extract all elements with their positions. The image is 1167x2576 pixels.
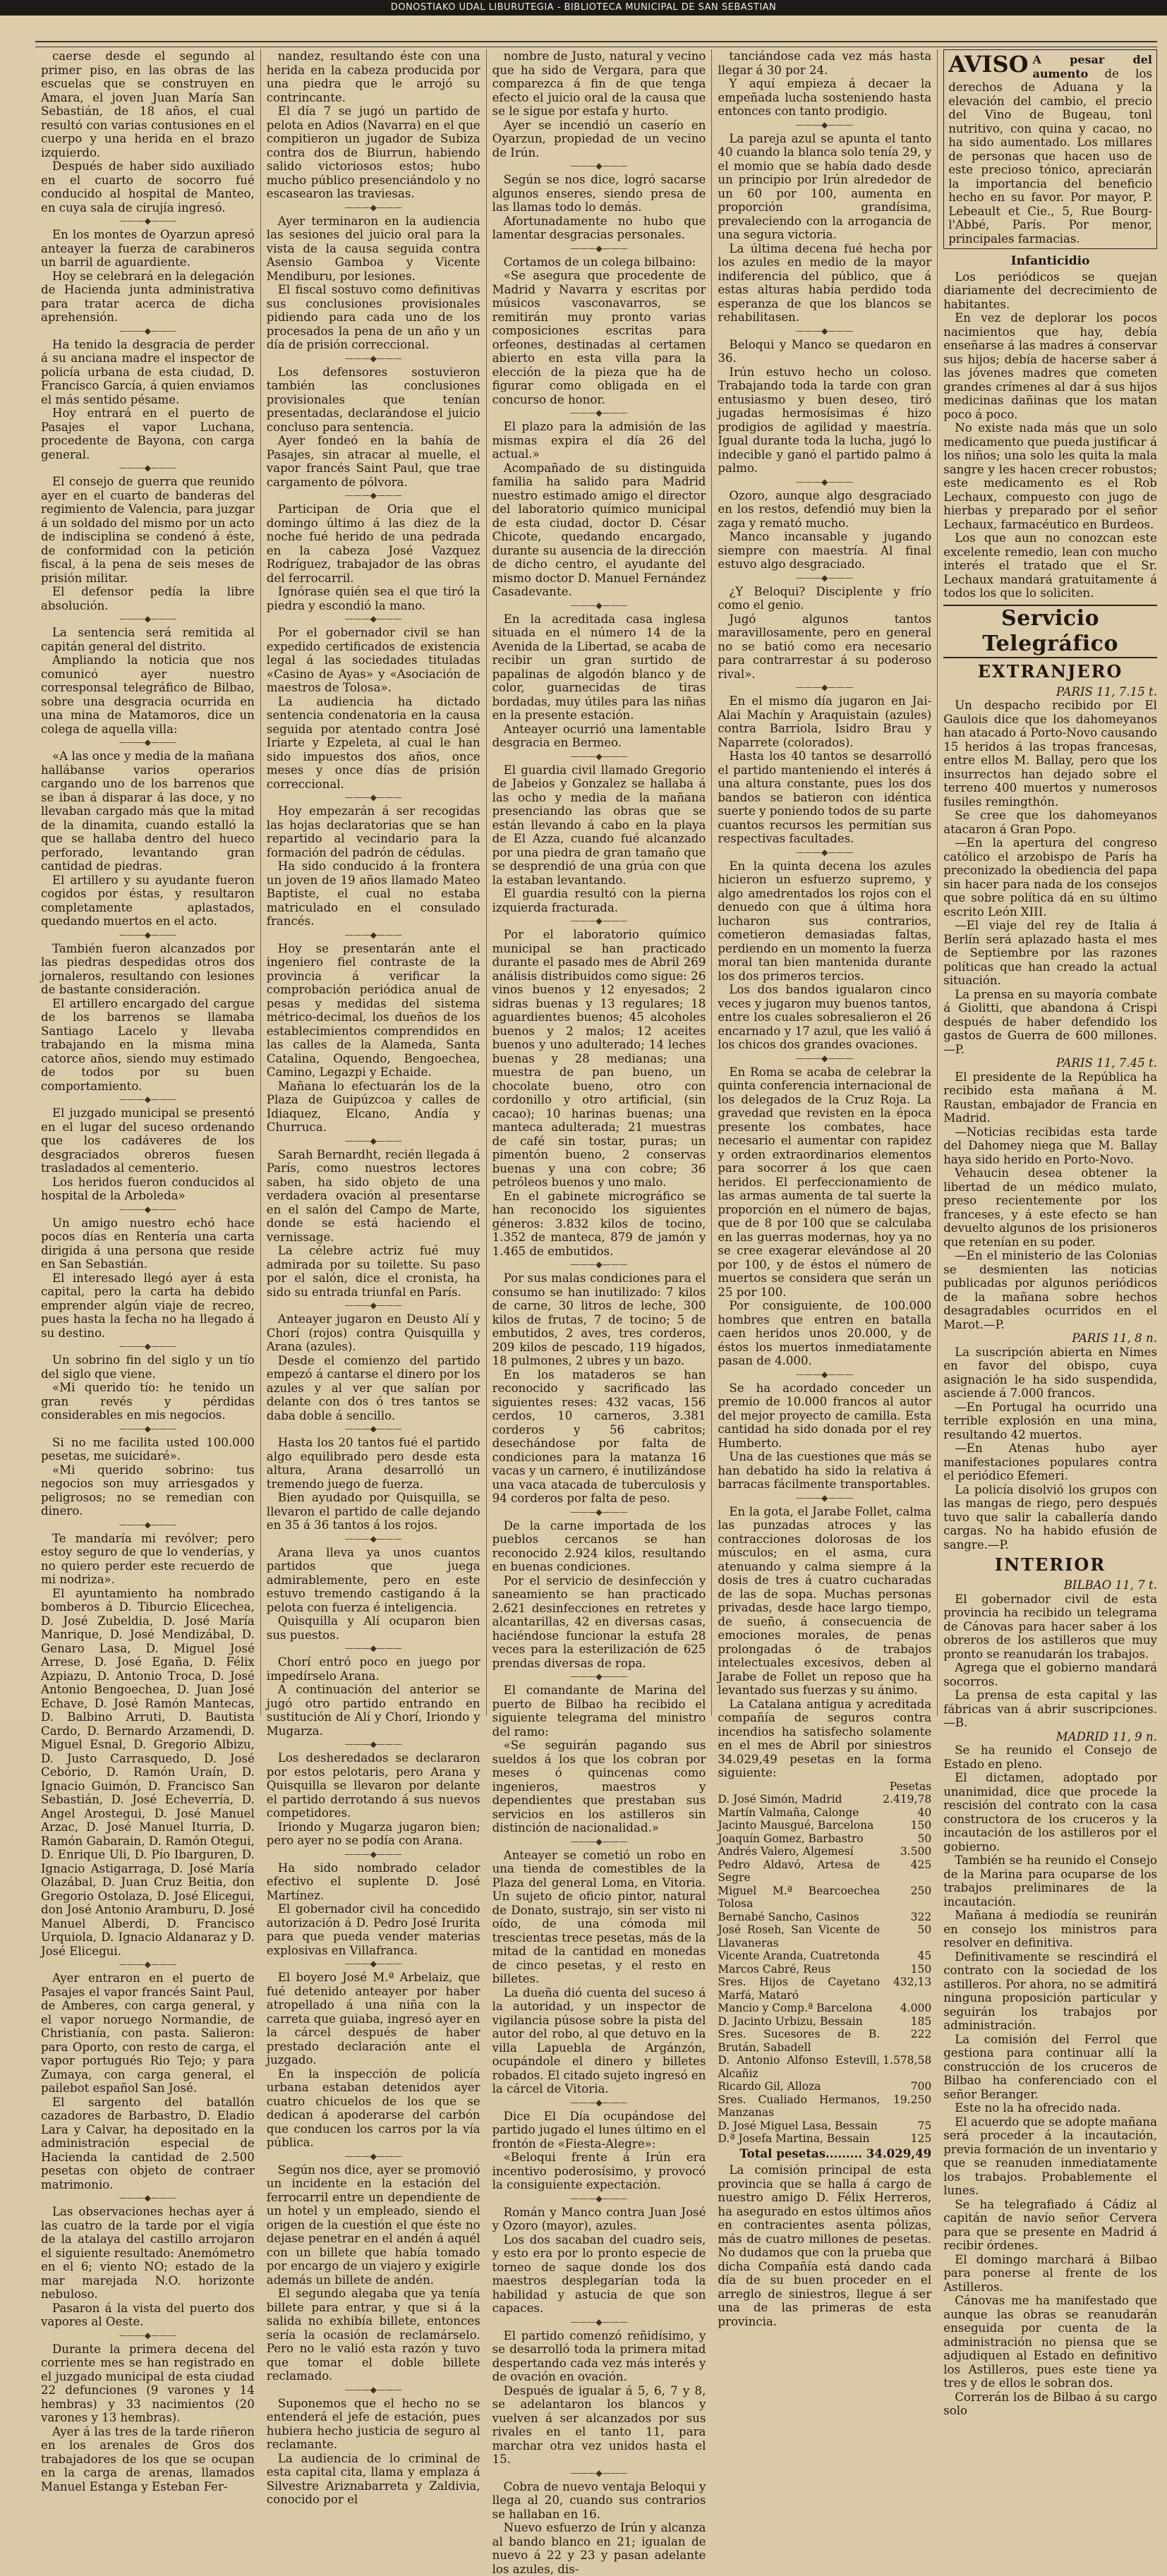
article-paragraph: Ha tenido la desgracia de perder á su anciana madre el inspector de policía urbana de esta ciudad, D. Francisco García, á quien enviamos el más sentido pésame.	[41, 337, 255, 406]
claimant-name: D. Antonio Alfonso Estevill, Alcañiz	[718, 2054, 881, 2080]
article-paragraph: La Catalana antigua y acreditada compañía de seguros contra incendios ha satisfecho solamente en el mes de Abril por siniestros 34.029,49 pesetas en la forma siguiente:	[718, 1697, 932, 1779]
dateline: PARIS 11, 7.45 t.	[1056, 1056, 1157, 1070]
claim-amount: 75	[917, 2119, 932, 2132]
article-paragraph: Hoy empezarán á ser recogidas las hojas declaratorias que se han repartido al vecindario para la formación del padrón de cédulas.	[266, 804, 480, 859]
article-paragraph: También se ha reunido el Consejo de la Marina para ocuparse de los trabajos preliminares de la incautación.	[943, 1854, 1157, 1909]
article-paragraph: Cortamos de un colega bilbaino:	[503, 255, 696, 269]
claim-amount: 2.419,78	[883, 1793, 932, 1806]
claimant-name: D. José Miguel Lasa, Bessain	[718, 2119, 878, 2132]
table-row	[718, 1858, 931, 1885]
library-banner: DONOSTIAKO UDAL LIBURUTEGIA - BIBLIOTECA MUNICIPAL DE SAN SEBASTIAN	[0, 0, 1167, 16]
article-paragraph: El acuerdo que se adopte mañana será proceder á la incautación, previa formación de un inventario y que se reanuden inmediatamente los trabajos. Probablemente el lunes.	[943, 2115, 1157, 2197]
separator-rule: ———◆———	[570, 243, 628, 253]
separator-rule: ———◆———	[119, 1341, 177, 1351]
claim-amount: 150	[910, 1819, 932, 1832]
table-row	[718, 2002, 931, 2015]
separator-rule: ———◆———	[344, 1533, 402, 1544]
separator-rule: ———◆———	[119, 929, 177, 940]
article-paragraph: Por el gobernador civil se han expedido certificados de existencia legal á las sociedades tituladas «Casino de Ayas» y «Asociación de maestros de Tolosa».	[266, 626, 480, 694]
separator-rule: ———◆———	[344, 2151, 402, 2161]
article-paragraph: —El viaje del rey de Italia á Berlín será aplazado hasta el mes de Septiembre por las razones políticas que han creado la actual situación.	[943, 919, 1157, 987]
table-row	[718, 2132, 931, 2146]
article-paragraph: El boyero José M.ª Arbelaiz, que fué detenido anteayer por haber atropellado á una niña con la carreta que guiaba, ingresó ayer en la cárcel después de haber prestado declaración ante el juzgado.	[266, 1971, 480, 2067]
claimant-name: Sres. Cualiado Hermanos, Manzanas	[718, 2093, 881, 2119]
separator-rule: ———◆———	[344, 1135, 402, 1146]
claim-amount: 250	[910, 1884, 932, 1897]
article-paragraph: La dueña dió cuenta del suceso á la autoridad, y un inspector de vigilancia púsose sobre la pista del autor del robo, al que detuvo en la villa Lapuebla de Argánzón, ocupándole el dinero y billetes robados. El citado sujeto ingresó en la cárcel de Vitoria.	[492, 1985, 706, 2096]
separator-rule: ———◆———	[796, 572, 854, 583]
article-columns	[41, 49, 1157, 2576]
article-paragraph: «Se asegura que procedente de Madrid y Navarra y escritas por músicos vasconavarros, se remitirán muy pronto varias composiciones escritas para orfeones, destinadas al certamen abierto en esta villa para la elección de la pieza que ha de figurar como obligada en el concurso de honor.	[492, 269, 706, 406]
separator-rule: ———◆———	[344, 614, 402, 624]
article-paragraph: La suscripción abierta en Nimes en favor del obispo, cuya asignación le ha sido suspendida, asciende á 7.000 francos.	[943, 1345, 1157, 1400]
article-paragraph: El partido comenzó reñidísimo, y se desarrolló toda la primera mitad despertando cada vez más interés y de ovación en ovación.	[492, 2328, 706, 2383]
separator-rule: ———◆———	[344, 1424, 402, 1434]
article-paragraph: Por sus malas condiciones para el consumo se han inutilizado: 7 kilos de carne, 30 litros de leche, 300 kilos de frutas, 7 de tocino; 5 de embutidos, 2 aves, tres corderos, 209 kilos de pescado, 119 hígados, 18 pulmones, 2 ubres y un bazo.	[492, 1271, 706, 1367]
claim-amount: 125	[910, 2132, 932, 2145]
table-row	[718, 1819, 931, 1832]
article-paragraph: Cánovas me ha manifestado que aunque las obras se reanudarán enseguida por cuenta de la administración no piensa que se adjudiquen al Estado en definitivo los Astilleros, pues este tiene ya tres y de ellos le sobran dos.	[943, 2294, 1157, 2390]
aviso-heading: AVISO	[948, 51, 1029, 78]
article-paragraph: Y aquí empieza á decaer la empeñada lucha sosteniendo hasta entonces con tanto prodigio.	[718, 77, 932, 118]
article-paragraph: La prensa en su mayoría combate á Giolitti, que abandona á Crispi después de haber defendido los gastos de Guerra de 600 millones.—P.	[943, 987, 1157, 1056]
separator-rule: ———◆———	[570, 1259, 628, 1269]
separator-rule: ———◆———	[119, 1094, 177, 1104]
article-paragraph: Pasaron á la vista del puerto dos vapores al Oeste.	[41, 2301, 255, 2328]
extranjero-body	[943, 685, 1157, 1552]
article-paragraph: —En Portugal ha ocurrido una terrible explosión en una mina, resultando 42 muertos.	[943, 1400, 1157, 1441]
article-paragraph: Román y Manco contra Juan José y Ozoro (mayor), azules.	[492, 2205, 706, 2232]
table-row	[718, 2028, 931, 2054]
table-row	[718, 1885, 931, 1911]
article-paragraph: La célebre actriz fué muy admirada por su toilette. Su paso por el salón, dice el cronista, ha sido su entrada triunfal en París.	[266, 1244, 480, 1299]
claim-amount: 425	[910, 1858, 932, 1871]
article-paragraph: «Mi querido tío: he tenido un gran revés y pérdidas considerables en mis negocios.	[41, 1381, 255, 1422]
article-paragraph: Un despacho recibido por El Gaulois dice que los dahomeyanos han atacado á Porto-Novo causando 15 heridos á las tropas francesas, entre ellos M. Ballay, pero que los insurrectos han dejado sobre el terreno 400 muertos y numerosos fusiles remingthón.	[943, 699, 1157, 809]
article-paragraph: El plazo para la admisión de las mismas expira el día 26 del actual.»	[492, 420, 706, 461]
separator-rule: ———◆———	[344, 1300, 402, 1310]
claim-amount: 322	[910, 1910, 932, 1923]
claimant-name: Bernabé Sancho, Casinos	[718, 1910, 859, 1923]
article-paragraph: Después de haber sido auxiliado en el cuarto de socorro fué conducido al hospital de Manteo, en cuya sala de cirujía ingresó.	[41, 159, 255, 214]
aviso-subheading: A pesar del aumento	[1032, 53, 1152, 80]
article-paragraph: Los defensores sostuvieron también las conclusiones provisionales que tenían presentadas, declarándose el juicio concluso para sentencia.	[266, 365, 480, 434]
article-paragraph: La policía disolvió los grupos con las mangas de riego, pero después tuvo que salir la caballería dando cargas. No ha habido efusión de sangre.—P.	[943, 1482, 1157, 1552]
column-1	[41, 49, 255, 2493]
article-paragraph: Anteayer ocurrió una lamentable desgracia en Bermeo.	[492, 722, 706, 749]
article-paragraph: Una de las cuestiones que más se han debatido ha sido la relativa á barracas fácilmente transportables.	[718, 1450, 932, 1491]
article-paragraph: A continuación del anterior se jugó otro partido entrando en sustitución de Alí y Chorí, Iriondo y Mugarza.	[266, 1683, 480, 1738]
aviso-text: de los derechos de Aduana y la elevación del cambio, el precio del Vino de Bugeau, tonl nutritivo, con quina y cacao, no ha sido aumentado. Los millares de personas que hacen uso de este precioso tónico, apreciarán la importancia del beneficio hecho en su favor. Por mayor, P. Lebeault et Cie., 5, Rue Bourg-l'Abbé, París. Por menor, principales farmacias.	[948, 66, 1152, 246]
separator-rule: ———◆———	[570, 751, 628, 761]
article-paragraph: «A las once y media de la mañana hallábanse varios operarios cargando uno de los barrenos que se iban á disparar á las doce, y no llevaban cargado más que la mitad de la dinamita, cuando estalló la que se hallaba dentro del hueco perforado, levantando gran cantidad de piedras.	[41, 749, 255, 873]
article-paragraph: Hasta los 40 tantos se desarrolló el partido manteniendo el interés á una altura constante, pues los dos bandos se batieron con idéntica suerte y poniendo todos de su parte cuantos recursos les permitían sus respectivas facultades.	[718, 749, 932, 845]
interior-title: INTERIOR	[994, 1554, 1106, 1575]
article-paragraph: Según nos dice, ayer se promovió un incidente en la estación del ferrocarril entre un dependiente de un hotel y un empleado, siendo el origen de la cuestión el que éste no dejase penetrar en el andén á aquél con un billete que había tomado por encargo de un viajero y exigirle además un billete de andén.	[266, 2163, 480, 2287]
separator-rule: ———◆———	[570, 2193, 628, 2203]
article-paragraph: La sentencia será remitida al capitán general del distrito.	[41, 626, 255, 653]
article-paragraph: Un amigo nuestro echó hace pocos días en Rentería una carta dirigida á una persona que reside en San Sebastián.	[41, 1216, 255, 1271]
separator-rule: ———◆———	[344, 792, 402, 802]
article-paragraph: Un sobrino fin del siglo y un tío del siglo que viene.	[41, 1353, 255, 1381]
table-row	[718, 2080, 931, 2093]
separator-rule: ———◆———	[796, 119, 854, 130]
article-paragraph: El ayuntamiento ha nombrado bomberos á D. Tiburcio Elicechea, D. José Zubeldia, D. José María Manrique, D. José Mendizábal, D. Genaro Lasa, D. Miguel José Arrese, D. José Egaña, D. Félix Azpiazu, D. Antonio Troca, D. José Antonio Bengoechea, D. Juan José Echave, D. José Ramón Mantecas, D. Balbino Arruti, D. Bautista Cardo, D. Bernardo Arzamendi, D. Miguel Esnal, D. Gregorio Albizu, D. Justo Carrasquedo, D. José Cebório, D. Ramón Uraín, D. Ignacio Guimón, D. Francisco San Sebastián, D. José Echeverría, D. Angel Arostegui, D. José Manuel Arzac, D. José Manuel Iturria, D. Ramón Gabarain, D. Ramón Otegui, D. Enrique Uli, D. Pío Ibarguren, D. Ignacio Astigarraga, D. José María Olazábal, D. Juan Cruz Beitia, don Gregorio Ostolaza, D. José Elicegui, don José Antonio Aramburu, D. José Manuel Alberdi, D. Francisco Urquiola, D. Ignacio Aldanaraz y D. José Elicegui.	[41, 1586, 255, 1958]
article-paragraph: Ha sido nombrado celador efectivo el suplente D. José Martínez.	[266, 1861, 480, 1902]
article-paragraph: El defensor pedía la libre absolución.	[41, 585, 255, 612]
article-paragraph: Anteayer jugaron en Deusto Alí y Chorí (rojos) contra Quisquilla y Arana (azules).	[266, 1312, 480, 1353]
article-paragraph: Ignórase quién sea el que tiró la piedra y escondió la mano.	[266, 585, 480, 612]
claim-amount: 185	[910, 2014, 932, 2028]
article-paragraph: Los heridos fueron conducidos al hospital de la Arboleda»	[41, 1175, 255, 1202]
article-paragraph: Ayer á las tres de la tarde riñeron en los arenales de Gros dos trabajadores de los que se ocupan en la carga de arenas, llamados Manuel Estanga y Esteban Fer-	[41, 2424, 255, 2493]
claimant-name: Pedro Aldavó, Artesa de Segre	[718, 1858, 881, 1884]
article-paragraph: La pareja azul se apunta el tanto 40 cuando la blanca solo tenía 29, y el momio que se había dado desde un principio por Irún alrededor de un 60 por 100, aumenta en proporción grandísima, prevaleciendo con la arrogancia de una segura victoria.	[718, 131, 932, 241]
article-paragraph: Acompañado de su distinguida familia ha salido para Madrid nuestro estimado amigo el director del laboratorio químico municipal de esta ciudad, doctor D. César Chicote, quedando encargado, durante su ausencia de la dirección de dicho centro, el ayudante del mismo doctor D. Manuel Fernández Casadevante.	[492, 461, 706, 598]
separator-rule: ———◆———	[344, 202, 402, 212]
article-paragraph: El gobernador civil ha concedido autorización á D. Pedro José Irurita para que pueda vender materias explosivas en Villafranca.	[266, 1902, 480, 1957]
table-row	[718, 1806, 931, 1820]
servicio-telegrafico-title: Servicio Telegráfico	[943, 605, 1157, 658]
claimant-name: D.ª Josefa Martina, Bessain	[718, 2132, 870, 2145]
article-paragraph: Por el servicio de desinfección y saneamiento se han practicado 2.621 desinfecciones en retretes y alcantarillas, 42 en diversas casas, haciéndose funcionar la estufa 28 veces para la esterilización de 625 prendas diversas de ropa.	[492, 1573, 706, 1670]
article-paragraph: Irún estuvo hecho un coloso. Trabajando toda la tarde con gran entusiasmo y buen deseo, tiró jugadas hermosísimas é hizo prodigios de agilidad y maestría. Igual durante toda la lucha, jugó lo indecible y ganó el partido palmo á palmo.	[718, 365, 932, 475]
separator-rule: ———◆———	[344, 1959, 402, 1969]
article-paragraph: Correrán los de Bilbao á su cargo solo	[943, 2390, 1157, 2417]
claimant-name: Andrés Valero, Algemesí	[718, 1845, 854, 1858]
article-paragraph: Dice El Día ocupándose del partido jugado el lunes último en el frontón de «Fiesta-Alegre»:	[492, 2109, 706, 2151]
separator-rule: ———◆———	[344, 1849, 402, 1859]
article-paragraph: Ha sido conducido á la frontera un joven de 19 años llamado Mateo Baptiste, el cual no estaba matriculado en el consulado francés.	[266, 859, 480, 928]
article-paragraph: Ayer terminaron en la audiencia las sesiones del juicio oral para la vista de la causa seguida contra Asensio Gamboa y Vicente Mendiburu, por lesiones.	[266, 214, 480, 283]
claimant-name: Jacinto Mausgué, Barcelona	[718, 1819, 874, 1832]
claimant-name: Sres. Hijos de Cayetano Marfá, Mataró	[718, 1976, 881, 2002]
table-row	[718, 1793, 931, 1806]
article-paragraph: Los desheredados se declararon por estos pelotaris, pero Arana y Quisquilla se llevaron por delante el partido derrotando á sus nuevos competidores.	[266, 1751, 480, 1820]
article-paragraph: Sarah Bernardht, recién llegada á París, como nuestros lectores saben, ha sido objeto de una verdadera ovación al presentarse en el salón del Campo de Marte, donde se está haciendo el vernissage.	[266, 1147, 480, 1244]
article-paragraph: El gobernador civil de esta provincia ha recibido un telegrama de Cánovas para hacer saber á los obreros de los astilleros que muy pronto se reanudarán los trabajos.	[943, 1592, 1157, 1661]
table-header-row	[718, 1780, 931, 1794]
article-paragraph: Agrega que el gobierno mandará socorros.	[943, 1661, 1157, 1688]
separator-rule: ———◆———	[796, 847, 854, 857]
claimant-name: Vicente Aranda, Cuatretonda	[718, 1949, 880, 1962]
article-paragraph: En los montes de Oyarzun apresó anteayer la fuerza de carabineros un barril de aguardiente.	[41, 228, 255, 269]
table-row	[718, 2015, 931, 2028]
separator-rule: ———◆———	[796, 1492, 854, 1503]
article-paragraph: —En la apertura del congreso católico el arzobispo de París ha preconizado la obediencia del papa sin hacer para nada de los consejos que sobre política dá en su último escrito León XIII.	[943, 836, 1157, 919]
article-paragraph: Jugó algunos tantos maravillosamente, pero en general no se batió como era necesario para contrarrestar á su poderoso rival».	[718, 612, 932, 681]
article-paragraph: Desde el comienzo del partido empezó á cantarse el dinero por los azules y al ver que salían por delante con dos ó tres tantos se daba doble á sencillo.	[266, 1353, 480, 1422]
insurance-claims-table	[718, 1780, 931, 2146]
article-paragraph: En el gabinete micrográfico se han reconocido los siguientes géneros: 3.832 kilos de tocino, 1.352 de manteca, 879 de jamón y 1.465 de embutidos.	[492, 1189, 706, 1258]
table-row	[718, 1949, 931, 1963]
article-paragraph: Bien ayudado por Quisquilla, se llevaron el partido de calle dejando en 35 á 36 tantos á los rojos.	[266, 1491, 480, 1532]
claimant-name: Martín Valmaña, Calonge	[718, 1806, 859, 1819]
separator-rule: ———◆———	[796, 476, 854, 487]
claim-amount: 50	[917, 1923, 932, 1936]
article-paragraph: El guardia resultó con la pierna izquierda fracturada.	[492, 887, 706, 914]
dateline: MADRID 11, 9 n.	[1056, 1729, 1157, 1743]
article-paragraph: Iriondo y Mugarza jugaron bien; pero ayer no se podía con Arana.	[266, 1820, 480, 1847]
separator-rule: ———◆———	[796, 325, 854, 336]
article-paragraph: Nuevo esfuerzo de Irún y alcanza al bando blanco en 21; igualan de nuevo á 22 y 23 y pasan adelante los azules, dis-	[492, 2521, 706, 2576]
article-paragraph: Ayer fondeó en la bahía de Pasajes, sin atracar al muelle, el vapor francés Saint Paul, que trae cargamento de pólvora.	[266, 434, 480, 489]
article-paragraph: Ayer se incendió un caserío en Oyarzun, propiedad de un vecino de Irún.	[492, 118, 706, 159]
article-paragraph: Ampliando la noticia que nos comunicó ayer nuestro corresponsal telegráfico de Bilbao, sobre una desgracia ocurrida en una mina de Matamoros, dice un colega de aquella villa:	[41, 653, 255, 736]
separator-rule: ———◆———	[119, 614, 177, 624]
separator-rule: ———◆———	[344, 1643, 402, 1653]
article-paragraph: El consejo de guerra que reunido ayer en el cuarto de banderas del regimiento de Valencia, para juzgar á un soldado del mismo por un acto de indisciplina se condenó á éste, de conformidad con la petición fiscal, á la pena de seis meses de prisión militar.	[41, 475, 255, 585]
article-paragraph: Manco incansable y jugando siempre con maestría. Al final estuvo algo desgraciado.	[718, 530, 932, 571]
article-paragraph: Después de igualar á 5, 6, 7 y 8, se adelantaron los blancos y vuelven á ser alcanzados por sus rivales en el tanto 11, para marchar otra vez unidos hasta el 15.	[492, 2383, 706, 2466]
article-paragraph: En Roma se acaba de celebrar la quinta conferencia internacional de los delegados de la Cruz Roja. La gravedad que revisten en la época presente los combates, hace necesario el aumentar con rapidez y orden extraordinarios elementos para socorrer á los que caen heridos. El perfeccionamiento de las armas aumenta de tal suerte la proporción en el número de bajas, que de 8 por 100 que se calculaba en las guerras modernas, hoy ya no se cree exagerar elevándose al 20 por 100, y de éstos el número de muertos se considera que serán un 25 por 100.	[718, 1065, 932, 1299]
article-paragraph: nombre de Justo, natural y vecino que ha sido de Vergara, para que comparezca á fin de que tenga efecto el juicio oral de la causa que se le sigue por estafa y hurto.	[492, 49, 706, 118]
separator-rule: ———◆———	[570, 161, 628, 171]
article-paragraph: El fiscal sostuvo como definitivas sus conclusiones provisionales pidiendo para cada uno de los procesados la pena de un año y un día de prisión correccional.	[266, 283, 480, 351]
dateline: PARIS 11, 8 n.	[1072, 1331, 1157, 1345]
article-paragraph: Se ha telegrafiado á Cádiz al capitán de navío señor Cervera para que se presente en Madrid á recibir órdenes.	[943, 2197, 1157, 2252]
article-paragraph: En la inspección de policía urbana estaban detenidos ayer cuatro chicuelos de los que se dedican á apoderarse del carbón que conducen los carros por la vía pública.	[266, 2067, 480, 2149]
article-paragraph: Afortunadamente no hubo que lamentar desgracias personales.	[492, 214, 706, 241]
article-paragraph: Arana lleva ya unos cuantos partidos que juega admirablemente, pero en este estuvo tremendo castigando á la pelota con fuerza é inteligencia.	[266, 1545, 480, 1614]
article-paragraph: Se ha reunido el Consejo de Estado en pleno.	[943, 1743, 1157, 1771]
separator-rule: ———◆———	[344, 490, 402, 500]
separator-rule: ———◆———	[570, 2097, 628, 2108]
claimant-name: Ricardo Gil, Alloza	[718, 2080, 821, 2093]
article-paragraph: En vez de deplorar los pocos nacimientos que hay, debía enseñarse á las madres á conservar sus hijos; debía de hacerse saber á las jóvenes madres que cometen grandes crímenes al dar á sus hijos medicinas dañinas que los matan poco á poco.	[943, 311, 1157, 421]
separator-rule: ———◆———	[119, 1959, 177, 1969]
claimant-name: Mancio y Comp.ª Barcelona	[718, 2002, 873, 2014]
article-paragraph: La audiencia de lo criminal de esta capital cita, llama y emplaza á Silvestre Ariznabarreta y Zaldivia, conocido por el	[266, 2451, 480, 2506]
separator-rule: ———◆———	[119, 737, 177, 747]
separator-rule: ———◆———	[119, 1423, 177, 1434]
claimant-name: D. Jacinto Urbizu, Bessain	[718, 2014, 863, 2028]
article-paragraph: La comisión principal de esta provincia que se halla á cargo de nuestro amigo D. Félix Herreros, ha asegurado en estos últimos años en contracientes asenta pólizas, más de cuatro millones de pesetas. No dudamos que con la prueba que dicha Compañía está dando cada día de su buen proceder en el arreglo de siniestros, llegue á ser una de las primeras de esta provincia.	[718, 2163, 932, 2328]
separator-rule: ———◆———	[119, 2330, 177, 2340]
article-paragraph: —Noticias recibidas esta tarde del Dahomey niega que M. Ballay haya sido herido en Porto-Novo.	[943, 1125, 1157, 1166]
claimant-name: Sres. Sucesores de B. Brután, Sabadell	[718, 2028, 881, 2054]
claim-amount: 432,13	[893, 1976, 932, 1988]
article-paragraph: No existe nada más que un solo medicamento que pueda justificar á los niños; una solo les quita la mala sangre y les hacen crecer robustos; este medicamento es el Rob Lechaux, compuesto con jugo de hierbas y preparado por el señor Lechaux, farmacéutico en Burdeos.	[943, 421, 1157, 531]
separator-rule: ———◆———	[570, 408, 628, 418]
article-paragraph: Los periódicos se quejan diariamente del decrecimiento de habitantes.	[943, 270, 1157, 311]
claimant-name: D. José Simón, Madrid	[718, 1793, 842, 1806]
dateline: BILBAO 11, 7 t.	[1063, 1578, 1157, 1592]
claim-amount: 222	[910, 2028, 932, 2040]
article-paragraph: Por consiguiente, de 100.000 hombres que entren en batalla caen heridos unos 20.000, y de éstos los muertos inmediatamente pasan de 4.000.	[718, 1299, 932, 1367]
article-paragraph: El comandante de Marina del puerto de Bilbao ha recibido el siguiente telegrama del ministro del ramo:	[492, 1683, 706, 1739]
article-paragraph: Hoy se celebrará en la delegación de Hacienda junta administrativa para tratar acerca de dicha aprehensión.	[41, 269, 255, 324]
separator-rule: ———◆———	[796, 682, 854, 692]
claim-amount: 50	[917, 1832, 932, 1845]
table-row	[718, 2093, 931, 2120]
article-paragraph: El guardia civil llamado Gregorio de Jabeios y Gonzalez se hallaba á las ocho y media de la mañana presenciando las obras que se están llevando á cabo en la playa de El Azza, cuando fué alcanzado por una piedra de gran tamaño que se desprendió de una grúa con que la estaban levantando.	[492, 763, 706, 887]
article-paragraph: Por el laboratorio químico municipal se han practicado durante el pasado mes de Abril 269 análisis distribuidos como sigue: 26 vinos buenos y 12 enyesados; 2 sidras buenas y 13 regulares; 18 aguardientes buenos; 45 alcoholes buenos y 2 malos; 12 aceites buenos y uno adulterado; 14 leches buenas y 28 medianas; una muestra de pan bueno, un chocolate bueno, otro con cordonillo y otro artificial, (sin cacao); 10 harinas buenas; una manteca adulterada; 21 muestras de café sin tostar, puras; un pimentón bueno, 2 conservas buenas y una con cobre; 36 petróleos buenos y uno malo.	[492, 928, 706, 1189]
article-paragraph: tanciándose cada vez más hasta llegar á 30 por 24.	[718, 49, 932, 77]
separator-rule: ———◆———	[570, 2316, 628, 2327]
separator-rule: ———◆———	[570, 1671, 628, 1681]
table-row	[718, 2120, 931, 2133]
article-paragraph: La audiencia ha dictado sentencia condenatoria en la causa seguida por atentado contra José Iriarte y Ezpeleta, al cual le han sido impuestos dos años, once meses y once días de prisión correccional.	[266, 694, 480, 791]
article-paragraph: En los mataderos se han reconocido y sacrificado las siguientes reses: 432 vacas, 156 cerdos, 10 carneros, 3.381 corderos y 56 cabritos; desechándose por falta de condiciones para la matanza 16 vacas y un carnero, é inutilizándose una vaca atacada de tuberculosis y 94 corderos por falta de peso.	[492, 1367, 706, 1505]
article-paragraph: Beloqui y Manco se quedaron en 36.	[718, 337, 932, 365]
separator-rule: ———◆———	[570, 916, 628, 926]
table-row	[718, 1845, 931, 1858]
claim-amount: 150	[910, 1962, 932, 1976]
article-paragraph: Quisquilla y Alí ocuparon bien sus puestos.	[266, 1614, 480, 1642]
table-header-amount: Pesetas	[889, 1779, 932, 1793]
article-paragraph: Hasta los 20 tantos fué el partido algo equilibrado pero desde esta altura, Arana desarrolló un tremendo juego de fuerza.	[266, 1436, 480, 1491]
article-paragraph: El interesado llegó ayer á esta capital, pero la carta ha debido emprender algún viaje de recreo, pues hasta la fecha no ha llegado á su destino.	[41, 1271, 255, 1340]
article-paragraph: En la quinta decena los azules hicieron un esfuerzo supremo, y algo amedrentados los rojos con el denuedo con que á última hora lucharon sus contrarios, cometieron demasiadas faltas, perdiendo en un momento la fuerza moral tan bien mantenida durante los dos primeros tercios.	[718, 859, 932, 983]
article-paragraph: Suponemos que el hecho no se entenderá el jefe de estación, pues hubiera hecho justicia de seguro al reclamante.	[266, 2396, 480, 2451]
article-paragraph: La prensa de esta capital y las fábricas van á abrir suscripciones.—B.	[943, 1688, 1157, 1729]
column-3	[486, 49, 706, 2576]
article-paragraph: El artillero y su ayudante fueron cogidos por éstas, y resultaron completamente aplastados, quedando muertos en el acto.	[41, 873, 255, 928]
article-paragraph: —En Atenas hubo ayer manifestaciones populares contra el periódico Efemeri.	[943, 1441, 1157, 1482]
article-paragraph: Mañana á mediodía se reunirán en consejo los ministros para resolver en definitiva.	[943, 1909, 1157, 1949]
claims-total: Total pesetas......... 34.029,49	[739, 2146, 932, 2160]
dateline: PARIS 11, 7.15 t.	[1056, 684, 1157, 699]
table-row	[718, 1963, 931, 1976]
infanticidio-title: Infanticidio	[1010, 254, 1090, 268]
aviso-advertisement	[943, 49, 1157, 249]
claim-amount: 40	[917, 1806, 932, 1819]
separator-rule: ———◆———	[344, 353, 402, 363]
article-paragraph: Hoy se presentarán ante el ingeniero fiel contraste de la provincia á verificar la comprobación periódica anual de pesas y medidas del sistema métrico-decimal, los dueños de los establecimientos comprendidos en las calles de la Alameda, Santa Catalina, Oquendo, Bengoechea, Camino, Legazpi y Echaide.	[266, 941, 480, 1079]
separator-rule: ———◆———	[119, 463, 177, 473]
separator-rule: ———◆———	[570, 1836, 628, 1846]
article-paragraph: «Beloqui frente á Irún era incentivo poderosísimo, y provocó la consiguiente expectación.	[492, 2151, 706, 2191]
article-paragraph: También fueron alcanzados por las piedras despedidas otros dos jornaleros, resultando con lesiones de bastante consideración.	[41, 941, 255, 996]
article-paragraph: El dictamen, adoptado por unanimidad, dice que procede la rescisión del contrato con la casa constructora de los cruceros y la incautación de los astilleros por el gobierno.	[943, 1771, 1157, 1854]
article-paragraph: El sargento del batallón cazadores de Barbastro, D. Eladio Lara y Calvar, ha depositado en la administración especial de Hacienda la cantidad de 2.500 pesetas con objeto de contraer matrimonio.	[41, 2095, 255, 2191]
table-row	[718, 2054, 931, 2080]
article-paragraph: Mañana lo efectuarán los de la Plaza de Guipúzcoa y calles de Idiaquez, Elcano, Andía y Churruca.	[266, 1079, 480, 1134]
article-paragraph: Se cree que los dahomeyanos atacaron á Gran Popo.	[943, 809, 1157, 836]
separator-rule: ———◆———	[119, 1204, 177, 1214]
table-header-blank	[718, 1780, 880, 1794]
separator-rule: ———◆———	[344, 2384, 402, 2395]
table-row	[718, 1911, 931, 1924]
separator-rule: ———◆———	[344, 929, 402, 940]
article-paragraph: ¿Y Beloqui? Disciplente y frío como el genio.	[718, 584, 932, 612]
separator-rule: ———◆———	[570, 600, 628, 610]
article-paragraph: El segundo alegaba que ya tenía billete para entrar, y que si á la salida no exhibía billete, entonces sería la ocasión de reclamárselo. Pero no le valió esta razón y tuvo que tomar el doble billete reclamado.	[266, 2287, 480, 2383]
article-paragraph: Los que aun no conozcan este excelente remedio, lean con mucho interés el tratado que el Sr. Lechaux mandará gratuitamente á todos los que lo soliciten.	[943, 531, 1157, 600]
claimant-name: Joaquín Gomez, Barbastro	[718, 1832, 864, 1845]
separator-rule: ———◆———	[796, 1053, 854, 1063]
article-paragraph: —En el ministerio de las Colonias se desmienten las noticias publicadas por algunos periódicos de la mañana sobre hechos desagradables ocurridos en el Marot.—P.	[943, 1249, 1157, 1331]
article-paragraph: Participan de Oria que el domingo último á las diez de la noche fué herido de una pedrada en la cabeza José Vazquez Rodríguez, trabajador de las obras del ferrocarril.	[266, 502, 480, 585]
infanticidio-body	[943, 270, 1157, 600]
article-paragraph: Chorí entró poco en juego por impedírselo Arana.	[266, 1655, 480, 1683]
article-paragraph: Los dos bandos igualaron cinco veces y jugaron muy buenos tantos, entre los cuales sobresalieron el 26 encarnado y 17 azul, que les valió á los chicos dos grandes ovaciones.	[718, 983, 932, 1051]
article-paragraph: El juzgado municipal se presentó en el lugar del suceso ordenando que los cadáveres de los desgraciados obreros fuesen trasladados al cementerio.	[41, 1106, 255, 1175]
article-paragraph: En la gota, el Jarabe Follet, calma las punzadas atroces y las contracciones dolorosas de los músculos; en el asma, cura atenuando y calma siempre á la dosis de tres á cuatro cucharadas de las de sopa. Muchas personas privadas, desde hace largo tiempo, de sueño, á consecuencia de emociones morales, de penas prolongadas ó de trabajos intelectuales excesivos, deben al Jarabe de Follet un reposo que ha levantado sus fuerzas y su ánimo.	[718, 1504, 932, 1697]
article-paragraph: El domingo marchará á Bilbao para ponerse al frente de los Astilleros.	[943, 2252, 1157, 2294]
article-paragraph: El artillero encargado del cargue de los barrenos se llamaba Santiago Lacelo y llevaba trabajando en la misma mina catorce años, siendo muy estimado de todos por su buen comportamiento.	[41, 996, 255, 1093]
article-paragraph: Se ha acordado conceder un premio de 10.000 francos al autor del mejor proyecto de camilla. Esta cantidad ha sido donada por el rey Humberto.	[718, 1381, 932, 1450]
article-paragraph: Los dos sacaban del cuadro seis, y esto era por lo pronto especie de torneo de saque donde los dos maestros desplegarían toda la habilidad y astucia de que son capaces.	[492, 2232, 706, 2315]
claim-amount: 19.250	[893, 2093, 932, 2106]
claimant-name: Miguel M.ª Bearcoechea Tolosa	[718, 1884, 881, 1910]
separator-rule: ———◆———	[570, 1506, 628, 1517]
article-paragraph: caerse desde el segundo al primer piso, en las obras de las escuelas que se construyen en Amara, el joven Juan María San Sebastián, de 18 años, el cual resultó con varias contusiones en el cuerpo y una herida en el brazo izquierdo.	[41, 49, 255, 159]
claim-amount: 1.578,58	[883, 2054, 932, 2067]
table-row	[718, 1923, 931, 1949]
column-4	[711, 49, 932, 2328]
article-paragraph: Este no la ha ofrecido nada.	[955, 2101, 1121, 2115]
article-paragraph: Hoy entrará en el puerto de Pasajes el vapor Luchana, procedente de Bayona, con carga general.	[41, 406, 255, 461]
claim-amount: 45	[917, 1949, 932, 1962]
article-paragraph: La última decena fué hecha por los azules en medio de la mayor indiferencia del público, que á estas alturas había perdido toda esperanza de que los blancos se rehabilitasen.	[718, 241, 932, 324]
article-paragraph: nandez, resultando éste con una herida en la cabeza producida por una piedra que le arrojó su contrincante.	[266, 49, 480, 104]
masthead-rule	[35, 41, 1157, 47]
article-paragraph: El día 7 se jugó un partido de pelota en Adios (Navarra) en el que compitieron un jugador de Subiza contra dos de Biurrun, habiendo salido victoriosos estos; hubo mucho público presenciándolo y no escasearon las traviesas.	[266, 104, 480, 200]
article-paragraph: Anteayer se cometió un robo en una tienda de comestibles de la Plaza del general Loma, en Vitoria. Un sujeto de oficio pintor, natural de Donato, sustrajo, sin ser visto ni oído, de una cómoda mil trescientas trece pesetas, más de la mitad de la cantidad en monedas de cinco pesetas, y el resto en billetes.	[492, 1848, 706, 1985]
article-paragraph: Durante la primera decena del corriente mes se han registrado en el juzgado municipal de esta ciudad 22 defunciones (9 varones y 14 hembras) y 33 nacimientos (20 varones y 13 hembras).	[41, 2342, 255, 2424]
separator-rule: ———◆———	[119, 2193, 177, 2203]
article-paragraph: Ayer entraron en el puerto de Pasajes el vapor francés Saint Paul, de Amberes, con carga general, y el vapor noruego Normandie, de Christianía, con pasta. Salieron: para Oporto, con resto de carga, el vapor portugués Rio Tejo; y para Zumaya, con carga general, el pailebot español San José.	[41, 1971, 255, 2095]
column-2	[260, 49, 480, 2506]
article-paragraph: Vehaucin desea obtener la libertad de un médico mulato, preso recientemente por los franceses, y á este efecto se han devuelto algunos de los prisioneros que retenían en su poder.	[943, 1166, 1157, 1249]
article-paragraph: La comisión del Ferrol que gestiona para continuar allí la construcción de los cruceros de Bilbao ha conferenciado con el señor Beranger.	[943, 2032, 1157, 2101]
article-paragraph: Definitivamente se rescindirá el contrato con la sociedad de los astilleros. Por ahora, no se admitirá ninguna proposición particular y seguirán los trabajos por administración.	[943, 1949, 1157, 2032]
article-paragraph: Ozoro, aunque algo desgraciado en los restos, defendió muy bien la zaga y remató mucho.	[718, 488, 932, 530]
separator-rule: ———◆———	[119, 1519, 177, 1530]
article-paragraph: Según se nos dice, logró sacarse algunos enseres, siendo presa de las llamas todo lo demás.	[492, 173, 706, 214]
article-paragraph: Las observaciones hechas ayer á las cuatro de la tarde por el vigía de la atalaya del castillo arrojaron el siguiente resultado: Anemómetro en el 6; viento NO; estado de la mar marejada N.O. horizonte nebuloso.	[41, 2205, 255, 2301]
article-paragraph: En el mismo día jugaron en Jai-Alai Machín y Araquistain (azules) contra Barriola, Isidro Brau y Naparrete (colorados).	[718, 694, 932, 749]
claimant-name: José Roseh, San Vicente de Llavaneras	[718, 1923, 881, 1949]
column-5	[937, 49, 1157, 2417]
claim-amount: 4.000	[900, 2002, 932, 2014]
article-paragraph: «Se seguirán pagando sus sueldos á los que los cobran por meses ó quincenas como ingenieros, maestros y dependientes que prestaban sus servicios en los astilleros sin distinción de nacionalidad.»	[492, 1739, 706, 1834]
article-paragraph: De la carne importada de los pueblos cercanos se han reconocido 2.924 kilos, resultando en buenas condiciones.	[492, 1518, 706, 1573]
article-paragraph: El presidente de la República ha recibido esta mañana á M. Raustan, embajador de Francia en Madrid.	[943, 1070, 1157, 1125]
claim-amount: 3.500	[900, 1845, 932, 1858]
separator-rule: ———◆———	[119, 325, 177, 336]
table-row	[718, 1976, 931, 2002]
article-paragraph: Te mandaría mi revólver; pero estoy seguro de que lo venderías, y no quiero perder este recuerdo de mi nodriza».	[41, 1531, 255, 1586]
table-row	[718, 1832, 931, 1846]
separator-rule: ———◆———	[796, 1369, 854, 1379]
extranjero-title: EXTRANJERO	[977, 660, 1123, 682]
interior-body	[943, 1578, 1157, 2418]
separator-rule: ———◆———	[119, 216, 177, 226]
article-paragraph: Cobra de nuevo ventaja Beloqui y llega al 20, cuando sus contrarios se hallaban en 16.	[492, 2479, 706, 2521]
separator-rule: ———◆———	[570, 2467, 628, 2478]
claim-amount: 700	[910, 2080, 932, 2093]
claimant-name: Marcos Cabré, Reus	[718, 1962, 831, 1976]
article-paragraph: En la acreditada casa inglesa situada en el número 14 de la Avenida de la Libertad, se acaba de recibir un gran surtido de papalinas de algodón blanco y de color, guarnecidas de tiras bordadas, muy útiles para las niñas en la presente estación.	[492, 612, 706, 722]
article-paragraph: Si no me facilita usted 100.000 pesetas, me suicidaré».	[41, 1435, 255, 1463]
separator-rule: ———◆———	[344, 1739, 402, 1749]
article-paragraph: «Mi querido sobrino: tus negocios son muy arriesgados y peligrosos; no se remedian con dinero.	[41, 1463, 255, 1518]
